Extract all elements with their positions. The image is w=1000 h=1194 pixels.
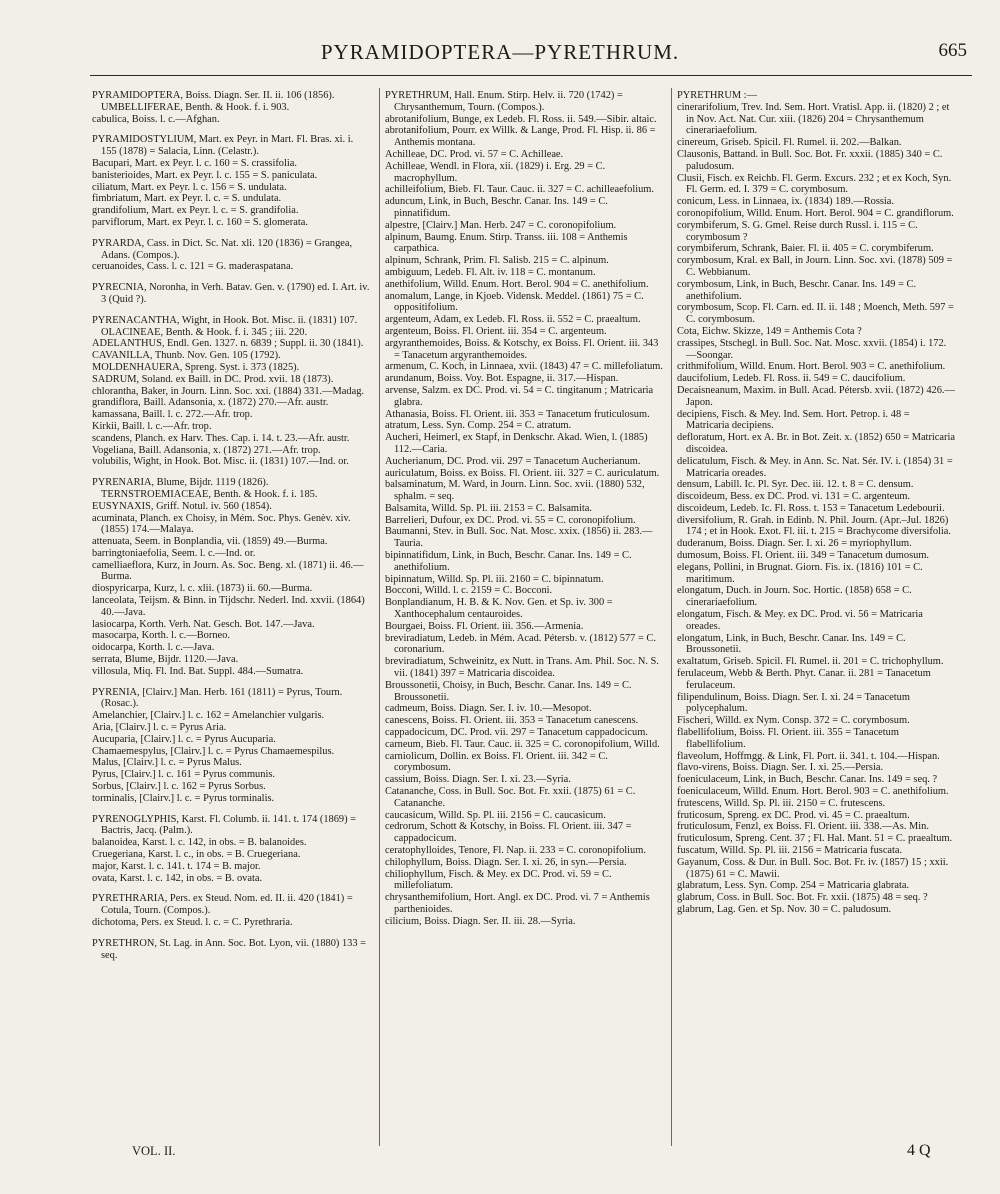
entry: parviflorum, Mart. ex Peyr. l. c. 160 = S. glomerata. (92, 216, 308, 228)
entry: Aucherianum, DC. Prod. vii. 297 = Tanacetum Aucherianum. (385, 455, 641, 467)
entry: discoideum, Ledeb. Ic. Fl. Ross. t. 153 = Tanacetum Ledebourii. (677, 502, 945, 514)
entry: exaltatum, Griseb. Spicil. Fl. Rumel. ii. 201 = C. trichophyllum. (677, 656, 944, 668)
entry: glabrum, Coss. in Bull. Soc. Bot. Fr. xxii. (1875) 48 = seq. ? (677, 892, 928, 904)
header-rule (90, 75, 972, 76)
entry: PYRETHRUM :— (677, 90, 757, 101)
entry: arundanum, Boiss. Voy. Bot. Espagne, ii. 317.—Hispan. (385, 373, 619, 385)
entry: diospyricarpa, Kurz, l. c. xlii. (1873) ii. 60.—Burma. (92, 583, 313, 595)
entry: argenteum, Adam, ex Ledeb. Fl. Ross. ii. 552 = C. praealtum. (385, 314, 641, 326)
entry: torminalis, [Clairv.] l. c. = Pyrus torminalis. (92, 792, 275, 804)
entry: Clausonis, Battand. in Bull. Soc. Bot. Fr. xxxii. (1885) 340 = C. paludosum. (677, 148, 943, 172)
entry: cedrorum, Schott & Kotschy, in Boiss. Fl. Orient. iii. 347 = cappadocicum. (385, 821, 632, 845)
column-divider (379, 88, 380, 1146)
entry: anomalum, Lange, in Kjoeb. Vidensk. Meddel. (1861) 75 = C. oppositifolium. (385, 290, 644, 314)
column-left (92, 90, 370, 961)
entry: crithmifolium, Willd. Enum. Hort. Berol. 903 = C. anethifolium. (677, 361, 946, 373)
entry: banisterioides, Mart. ex Peyr. l. c. 155 = S. paniculata. (92, 169, 318, 181)
entry: major, Karst. l. c. 141. t. 174 = B. major. (92, 860, 261, 872)
entry: Baumanni, Stev. in Bull. Soc. Nat. Mosc. xxix. (1856) ii. 283.—Tauria. (385, 526, 653, 550)
entry: ovata, Karst. l. c. 142, in obs. = B. ovata. (92, 872, 263, 884)
entry: CAVANILLA, Thunb. Nov. Gen. 105 (1792). (92, 350, 281, 362)
entry: Vogeliana, Baill. Adansonia, x. (1872) 271.—Afr. trop. (92, 444, 321, 456)
entry: Clusii, Fisch. ex Reichb. Fl. Germ. Excurs. 232 ; et ex Koch, Syn. Fl. Germ. ed. I. 379 = C. corymbosum. (677, 172, 952, 196)
entry: abrotanifolium, Pourr. ex Willk. & Lange, Prod. Fl. Hisp. ii. 86 = Anthemis montana. (385, 125, 656, 149)
entry: crassipes, Stschegl. in Bull. Soc. Nat. Mosc. xxvii. (1854) i. 172.—Soongar. (677, 337, 947, 361)
entry: decipiens, Fisch. & Mey. Ind. Sem. Hort. Petrop. i. 48 = Matricaria decipiens. (677, 408, 910, 432)
entry: Bourgaei, Boiss. Fl. Orient. iii. 356.—Armenia. (385, 620, 584, 632)
entry: ferulaceum, Webb & Berth. Phyt. Canar. ii. 281 = Tanacetum ferulaceum. (677, 668, 931, 691)
entry: corymbiferum, S. G. Gmel. Reise durch Russl. i. 115 = C. corymbosum ? (677, 219, 918, 243)
entry: PYRETHRARIA, Pers. ex Steud. Nom. ed. II. ii. 420 (1841) = Cotula, Tourn. (Compos.). (92, 893, 353, 917)
entry: serrata, Blume, Bijdr. 1120.—Java. (92, 654, 239, 666)
entry: chilophyllum, Boiss. Diagn. Ser. I. xi. 26, in syn.—Persia. (385, 856, 627, 868)
page-title: PYRAMIDOPTERA—PYRETHRUM. (320, 40, 680, 64)
entry: armenum, C. Koch, in Linnaea, xvii. (1843) 47 = C. millefoliatum. (385, 361, 663, 373)
entry: breviradiatum, Schweinitz, ex Nutt. in Trans. Am. Phil. Soc. N. S. vii. (1841) 397 = Matricaria discoidea. (385, 656, 659, 680)
entry: fruticulosum, Spreng. Cent. 37 ; Fl. Hal. Mant. 51 = C. praealtum. (677, 833, 953, 845)
entry: Chamaemespylus, [Clairv.] l. c. = Pyrus Chamaemespilus. (92, 745, 335, 757)
entry: PYRENIA, [Clairv.] Man. Herb. 161 (1811) = Pyrus, Tourn. (Rosac.). (92, 686, 343, 710)
entry: volubilis, Wight, in Hook. Bot. Misc. ii. (1831) 107.—Ind. or. (92, 456, 349, 468)
entry: elongatum, Link, in Buch, Beschr. Canar. Ins. 149 = C. Broussonetii. (677, 632, 906, 656)
entry: Broussonetii, Choisy, in Buch, Beschr. Canar. Ins. 149 = C. Broussonetii. (385, 679, 632, 703)
entry: canescens, Boiss. Fl. Orient. iii. 353 = Tanacetum canescens. (385, 715, 639, 727)
entry: grandifolium, Mart. ex Peyr. l. c. = S. grandifolia. (92, 205, 299, 217)
entry: ciliatum, Mart. ex Peyr. l. c. 156 = S. undulata. (92, 181, 287, 193)
entry: foeniculaceum, Link, in Buch, Beschr. Canar. Ins. 149 = seq. ? (677, 774, 938, 786)
entry: Aucuparia, [Clairv.] l. c. = Pyrus Aucuparia. (92, 733, 276, 745)
entry: Athanasia, Boiss. Fl. Orient. iii. 353 = Tanacetum fruticulosum. (385, 408, 650, 420)
entry: Bocconi, Willd. l. c. 2159 = C. Bocconi. (385, 585, 553, 597)
entry: delicatulum, Fisch. & Mey. in Ann. Sc. Nat. Sér. IV. i. (1854) 31 = Matricaria oreades. (677, 455, 953, 479)
entry: balsaminatum, M. Ward, in Journ. Linn. Soc. xvii. (1880) 532, sphalm. = seq. (385, 479, 645, 503)
entry: Barrelieri, Dufour, ex DC. Prod. vi. 55 = C. coronopifolium. (385, 514, 636, 526)
entry: chiliophyllum, Fisch. & Mey. ex DC. Prod. vi. 59 = C. millefoliatum. (385, 868, 612, 892)
entry: Sorbus, [Clairv.] l. c. 162 = Pyrus Sorbus. (92, 781, 266, 793)
entry: cabulica, Boiss. l. c.—Afghan. (92, 113, 220, 125)
entry: cinerarifolium, Trev. Ind. Sem. Hort. Vratisl. App. ii. (1820) 2 ; et in Nov. Act. Nat. Cur. xiii. (1826) 204 = Chrysanthemum cinerariaefolium. (677, 101, 950, 137)
entry: glabratum, Less. Syn. Comp. 254 = Matricaria glabrata. (677, 880, 910, 892)
entry: corymbosum, Link, in Buch, Beschr. Canar. Ins. 149 = C. anethifolium. (677, 278, 917, 302)
entry: villosula, Miq. Fl. Ind. Bat. Suppl. 484.—Sumatra. (92, 665, 304, 677)
entry: Malus, [Clairv.] l. c. = Pyrus Malus. (92, 757, 242, 769)
entry: carniolicum, Dollin. ex Boiss. Fl. Orient. iii. 342 = C. corymbosum. (385, 750, 608, 774)
entry: anethifolium, Willd. Enum. Hort. Berol. 904 = C. anethifolium. (385, 278, 649, 290)
entry: flabellifolium, Boiss. Fl. Orient. iii. 355 = Tanacetum flabellifolium. (677, 727, 899, 750)
entry: Fischeri, Willd. ex Nym. Consp. 372 = C. corymbosum. (677, 715, 910, 727)
entry: cinereum, Griseb. Spicil. Fl. Rumel. ii. 202.—Balkan. (677, 137, 902, 149)
entry: PYRENACANTHA, Wight, in Hook. Bot. Misc. ii. (1831) 107. OLACINEAE, Benth. & Hook. f. i. 345 ; iii. 220. (92, 314, 358, 338)
entry: SADRUM, Soland. ex Baill. in DC. Prod. xvii. 18 (1873). (92, 373, 334, 385)
entry: corymbosum, Kral. ex Ball, in Journ. Linn. Soc. xvi. (1878) 509 = C. Webbianum. (677, 255, 953, 278)
entry: scandens, Planch. ex Harv. Thes. Cap. i. 14. t. 23.—Afr. austr. (92, 432, 350, 444)
entry: camelliaeflora, Kurz, in Journ. As. Soc. Beng. xl. (1871) ii. 46.—Burma. (92, 559, 364, 583)
entry: ambiguum, Ledeb. Fl. Alt. iv. 118 = C. montanum. (385, 266, 596, 278)
entry: cadmeum, Boiss. Diagn. Ser. I. iv. 10.—Mesopot. (385, 703, 592, 715)
column-right (677, 90, 955, 916)
entry: chrysanthemifolium, Hort. Angl. ex DC. Prod. vi. 7 = Anthemis parthenioides. (385, 892, 650, 915)
entry: elongatum, Fisch. & Mey. ex DC. Prod. vi. 56 = Matricaria oreades. (677, 609, 923, 632)
entry: Aucheri, Heimerl, ex Stapf, in Denkschr. Akad. Wien, l. (1885) 112.—Caria. (385, 432, 648, 455)
entry: masocarpa, Korth. l. c.—Borneo. (92, 630, 230, 642)
entry: cappadocicum, DC. Prod. vii. 297 = Tanacetum cappadocicum. (385, 727, 648, 739)
entry: Gayanum, Coss. & Dur. in Bull. Soc. Bot. Fr. iv. (1857) 15 ; xxii. (1875) 61 = C. Mawii. (677, 856, 949, 880)
entry: abrotanifolium, Bunge, ex Ledeb. Fl. Ross. ii. 549.—Sibir. altaic. (385, 113, 657, 125)
entry: diversifolium, R. Grah. in Edinb. N. Phil. Journ. (Apr.–Jul. 1826) 174 ; et in Hook. Exot. Fl. iii. t. 215 = Brachycome diversifolia. (677, 514, 952, 538)
entry: acuminata, Planch. ex Choisy, in Mém. Soc. Phys. Genèv. xiv. (1855) 174.—Malaya. (92, 512, 351, 536)
entry: flavo-virens, Boiss. Diagn. Ser. I. xi. 25.—Persia. (677, 762, 884, 774)
entry: breviradiatum, Ledeb. in Mém. Acad. Pétersb. v. (1812) 577 = C. coronarium. (385, 632, 656, 656)
entry: carneum, Bieb. Fl. Taur. Cauc. ii. 325 = C. coronopifolium, Willd. (385, 738, 660, 750)
entry: auriculatum, Boiss. ex Boiss. Fl. Orient. iii. 327 = C. auriculatum. (385, 467, 660, 479)
entry: PYRETHRON, St. Lag. in Ann. Soc. Bot. Lyon, vii. (1880) 133 = seq. (92, 937, 367, 961)
entry: ceruanoides, Cass. l. c. 121 = G. maderaspatana. (92, 261, 294, 273)
entry: fruticosum, Spreng. ex DC. Prod. vi. 45 = C. praealtum. (677, 809, 910, 821)
entry: elegans, Pollini, in Brugnat. Giorn. Fis. ix. (1816) 101 = C. maritimum. (677, 561, 923, 585)
entry: argenteum, Boiss. Fl. Orient. iii. 354 = C. argenteum. (385, 325, 607, 337)
entry: elongatum, Duch. in Journ. Soc. Hortic. (1858) 658 = C. cinerariaefolium. (677, 585, 912, 609)
entry: Balsamita, Willd. Sp. Pl. iii. 2153 = C. Balsamita. (385, 502, 593, 514)
column-middle (385, 90, 663, 928)
entry: bipinnatum, Willd. Sp. Pl. iii. 2160 = C. bipinnatum. (385, 573, 604, 585)
entry: Pyrus, [Clairv.] l. c. 161 = Pyrus communis. (92, 769, 275, 781)
entry: Bacupari, Mart. ex Peyr. l. c. 160 = S. crassifolia. (92, 157, 297, 169)
column-divider (671, 88, 672, 1146)
entry: arvense, Salzm. ex DC. Prod. vi. 54 = C. tingitanum ; Matricaria glabra. (385, 384, 654, 408)
entry: corymbosum, Scop. Fl. Carn. ed. II. ii. 148 ; Moench, Meth. 597 = C. corymbosum. (677, 302, 954, 326)
entry: chlorantha, Baker, in Journ. Linn. Soc. xxi. (1884) 331.—Madag. (92, 385, 364, 397)
entry: fimbriatum, Mart. ex Peyr. l. c. = S. undulata. (92, 193, 282, 205)
entry: defloratum, Hort. ex A. Br. in Bot. Zeit. x. (1852) 650 = Matricaria discoidea. (677, 432, 955, 455)
entry: PYRENOGLYPHIS, Karst. Fl. Columb. ii. 141. t. 174 (1869) = Bactris, Jacq. (Palm.). (92, 813, 357, 837)
entry: lasiocarpa, Korth. Verh. Nat. Gesch. Bot. 147.—Java. (92, 618, 315, 630)
entry: caucasicum, Willd. Sp. Pl. iii. 2156 = C. caucasicum. (385, 809, 606, 821)
entry: frutescens, Willd. Sp. Pl. iii. 2150 = C. frutescens. (677, 797, 886, 809)
entry: Achilleae, Wendl. in Flora, xii. (1829) i. Erg. 29 = C. macrophyllum. (385, 160, 606, 184)
entry: filipendulinum, Boiss. Diagn. Ser. I. xi. 24 = Tanacetum polycephalum. (677, 691, 910, 715)
entry: dichotoma, Pers. ex Steud. l. c. = C. Pyrethraria. (92, 917, 293, 928)
entry: MOLDENHAUERA, Spreng. Syst. i. 373 (1825). (92, 361, 300, 373)
entry: Achilleae, DC. Prod. vi. 57 = C. Achilleae. (385, 148, 564, 160)
entry: kamassana, Baill. l. c. 272.—Afr. trop. (92, 409, 253, 421)
entry: oidocarpa, Korth. l. c.—Java. (92, 642, 215, 654)
entry: grandiflora, Baill. Adansonia, x. (1872) 270.—Afr. austr. (92, 397, 329, 409)
entry: corymbiferum, Schrank, Baier. Fl. ii. 405 = C. corymbiferum. (677, 243, 934, 255)
entry: duderanum, Boiss. Diagn. Ser. I. xi. 26 = myriophyllum. (677, 538, 912, 550)
entry: lanceolata, Teijsm. & Binn. in Tijdschr. Nederl. Ind. xxvii. (1864) 40.—Java. (92, 595, 365, 618)
entry: PYRAMIDOPTERA, Boiss. Diagn. Ser. II. ii. 106 (1856). UMBELLIFERAE, Benth. & Hook. f. i. 903. (92, 90, 335, 113)
entry: fuscatum, Willd. Sp. Pl. iii. 2156 = Matricaria fuscata. (677, 845, 903, 856)
entry: achilleifolium, Bieb. Fl. Taur. Cauc. ii. 327 = C. achilleaefolium. (385, 184, 654, 196)
entry: Bonplandianum, H. B. & K. Nov. Gen. et Sp. iv. 300 = Xanthocephalum centauroides. (385, 597, 613, 621)
entry: PYRAMIDOSTYLIUM, Mart. ex Peyr. in Mart. Fl. Bras. xi. i. 155 (1878) = Salacia, Linn. (Celastr.). (92, 134, 354, 158)
entry: balanoidea, Karst. l. c. 142, in obs. = B. balanoides. (92, 837, 307, 849)
entry: discoideum, Bess. ex DC. Prod. vi. 131 = C. argenteum. (677, 491, 911, 503)
entry: PYRARDA, Cass. in Dict. Sc. Nat. xli. 120 (1836) = Grangea, Adans. (Compos.). (92, 237, 353, 261)
entry: cilicium, Boiss. Diagn. Ser. II. iii. 28.—Syria. (385, 915, 576, 927)
entry: alpestre, [Clairv.] Man. Herb. 247 = C. coronopifolium. (385, 219, 617, 231)
running-head (0, 40, 1000, 72)
entry: Kirkii, Baill. l. c.—Afr. trop. (92, 420, 212, 432)
entry: Cruegeriana, Karst. l. c., in obs. = B. Cruegeriana. (92, 849, 301, 861)
entry: densum, Labill. Ic. Pl. Syr. Dec. iii. 12. t. 8 = C. densum. (677, 479, 914, 491)
entry: Catananche, Coss. in Bull. Soc. Bot. Fr. xxii. (1875) 61 = C. Catananche. (385, 786, 636, 809)
entry: flaveolum, Hoffmgg. & Link, Fl. Port. ii. 341. t. 104.—Hispan. (677, 750, 940, 762)
entry: PYRECNIA, Noronha, in Verh. Batav. Gen. v. (1790) ed. I. Art. iv. 3 (Quid ?). (92, 282, 370, 305)
entry: foeniculaceum, Willd. Enum. Hort. Berol. 903 = C. anethifolium. (677, 786, 949, 798)
entry: atratum, Less. Syn. Comp. 254 = C. atratum. (385, 420, 572, 432)
entry: ADELANTHUS, Endl. Gen. 1327. n. 6839 ; Suppl. ii. 30 (1841). (92, 338, 364, 350)
entry: cassium, Boiss. Diagn. Ser. I. xi. 23.—Syria. (385, 774, 571, 786)
entry: ceratophylloides, Tenore, Fl. Nap. ii. 233 = C. coronopifolium. (385, 845, 646, 856)
entry: PYRETHRUM, Hall. Enum. Stirp. Helv. ii. 720 (1742) = Chrysanthemum, Tourn. (Compos.). (385, 90, 623, 113)
entry: Aria, [Clairv.] l. c. = Pyrus Aria. (92, 722, 227, 734)
entry: alpinum, Schrank, Prim. Fl. Salisb. 215 = C. alpinum. (385, 255, 609, 267)
entry: alpinum, Baumg. Enum. Stirp. Transs. iii. 108 = Anthemis carpathica. (385, 231, 628, 255)
entry: bipinnatifidum, Link, in Buch, Beschr. Canar. Ins. 149 = C. anethifolium. (385, 550, 632, 573)
entry: Cota, Eichw. Skizze, 149 = Anthemis Cota ? (677, 325, 862, 337)
volume-label: VOL. II. (132, 1144, 176, 1158)
entry: aduncum, Link, in Buch, Beschr. Canar. Ins. 149 = C. pinnatifidum. (385, 196, 608, 219)
entry: argyranthemoides, Boiss. & Kotschy, ex Boiss. Fl. Orient. iii. 343 = Tanacetum argyranthemoides. (385, 337, 659, 361)
entry: dumosum, Boiss. Fl. Orient. iii. 349 = Tanacetum dumosum. (677, 550, 930, 562)
entry: barringtoniaefolia, Seem. l. c.—Ind. or. (92, 547, 256, 559)
entry: Decaisneanum, Maxim. in Bull. Acad. Pétersb. xvii. (1872) 426.—Japon. (677, 384, 955, 408)
entry: Amelanchier, [Clairv.] l. c. 162 = Amelanchier vulgaris. (92, 710, 325, 722)
entry: fruticulosum, Fenzl, ex Boiss. Fl. Orient. iii. 338.—As. Min. (677, 821, 929, 833)
signature-mark: 4 Q (907, 1142, 931, 1159)
entry: glabrum, Lag. Gen. et Sp. Nov. 30 = C. paludosum. (677, 903, 892, 915)
entry: EUSYNAXIS, Griff. Notul. iv. 560 (1854). (92, 500, 272, 512)
entry: conicum, Less. in Linnaea, ix. (1834) 189.—Rossia. (677, 196, 895, 208)
entry: PYRENARIA, Blume, Bijdr. 1119 (1826). TERNSTROEMIACEAE, Benth. & Hook. f. i. 185. (92, 477, 318, 500)
page-number: 665 (938, 40, 967, 61)
entry: coronopifolium, Willd. Enum. Hort. Berol. 904 = C. grandiflorum. (677, 207, 954, 219)
entry: daucifolium, Ledeb. Fl. Ross. ii. 549 = C. daucifolium. (677, 373, 906, 385)
entry: attenuata, Seem. in Bonplandia, vii. (1859) 49.—Burma. (92, 536, 328, 548)
